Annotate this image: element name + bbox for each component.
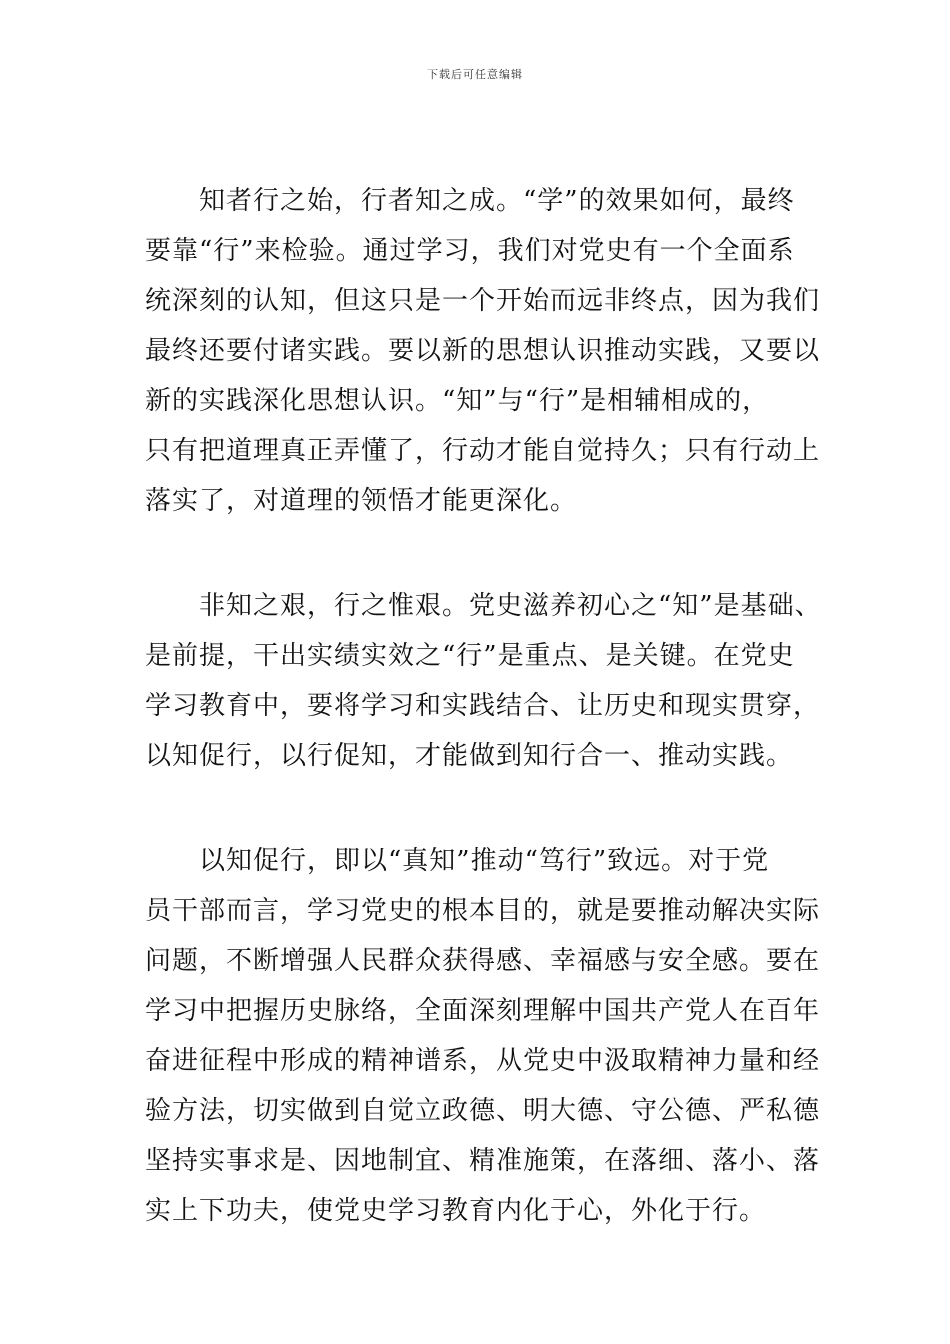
text-line: 统深刻的认知，但这只是一个开始而远非终点，因为我们 xyxy=(145,286,821,316)
text-line: 以知促行，以行促知，才能做到知行合一、推动实践。 xyxy=(145,741,794,771)
text-line: 问题，不断增强人民群众获得感、幸福感与安全感。要在 xyxy=(145,946,821,976)
paragraph-spacer xyxy=(145,781,815,836)
text-line: 只有把道理真正弄懂了，行动才能自觉持久；只有行动上 xyxy=(145,436,821,466)
text-line: 新的实践深化思想认识。“知”与“行”是相辅相成的， xyxy=(145,386,770,416)
text-line: 坚持实事求是、因地制宜、精准施策，在落细、落小、落 xyxy=(145,1146,821,1176)
text-line: 学习中把握历史脉络，全面深刻理解中国共产党人在百年 xyxy=(145,996,821,1026)
text-line: 要靠“行”来检验。通过学习，我们对党史有一个全面系 xyxy=(145,236,795,266)
text-line: 落实了，对道理的领悟才能更深化。 xyxy=(145,486,578,516)
paragraph-2 xyxy=(145,581,822,781)
paragraph-1 xyxy=(145,176,821,526)
paragraph-3 xyxy=(145,836,821,1236)
text-line: 学习教育中，要将学习和实践结合、让历史和现实贯穿， xyxy=(145,691,821,721)
text-line: 以知促行，即以“真知”推动“笃行”致远。对于党 xyxy=(199,846,770,876)
paragraph-spacer xyxy=(145,526,815,581)
text-line: 是前提，干出实绩实效之“行”是重点、是关键。在党史 xyxy=(145,641,795,671)
text-line: 奋进征程中形成的精神谱系，从党史中汲取精神力量和经 xyxy=(145,1046,821,1076)
text-line: 非知之艰，行之惟艰。党史滋养初心之“知”是基础、 xyxy=(199,591,822,621)
page-header-note: 下载后可任意编辑 xyxy=(427,68,523,81)
text-line: 员干部而言，学习党史的根本目的，就是要推动解决实际 xyxy=(145,896,821,926)
text-line: 最终还要付诸实践。要以新的思想认识推动实践，又要以 xyxy=(145,336,821,366)
text-line: 知者行之始，行者知之成。“学”的效果如何，最终 xyxy=(199,186,795,216)
text-line: 实上下功夫，使党史学习教育内化于心，外化于行。 xyxy=(145,1196,767,1226)
text-line: 验方法，切实做到自觉立政德、明大德、守公德、严私德 xyxy=(145,1096,821,1126)
document-body xyxy=(145,176,822,1236)
